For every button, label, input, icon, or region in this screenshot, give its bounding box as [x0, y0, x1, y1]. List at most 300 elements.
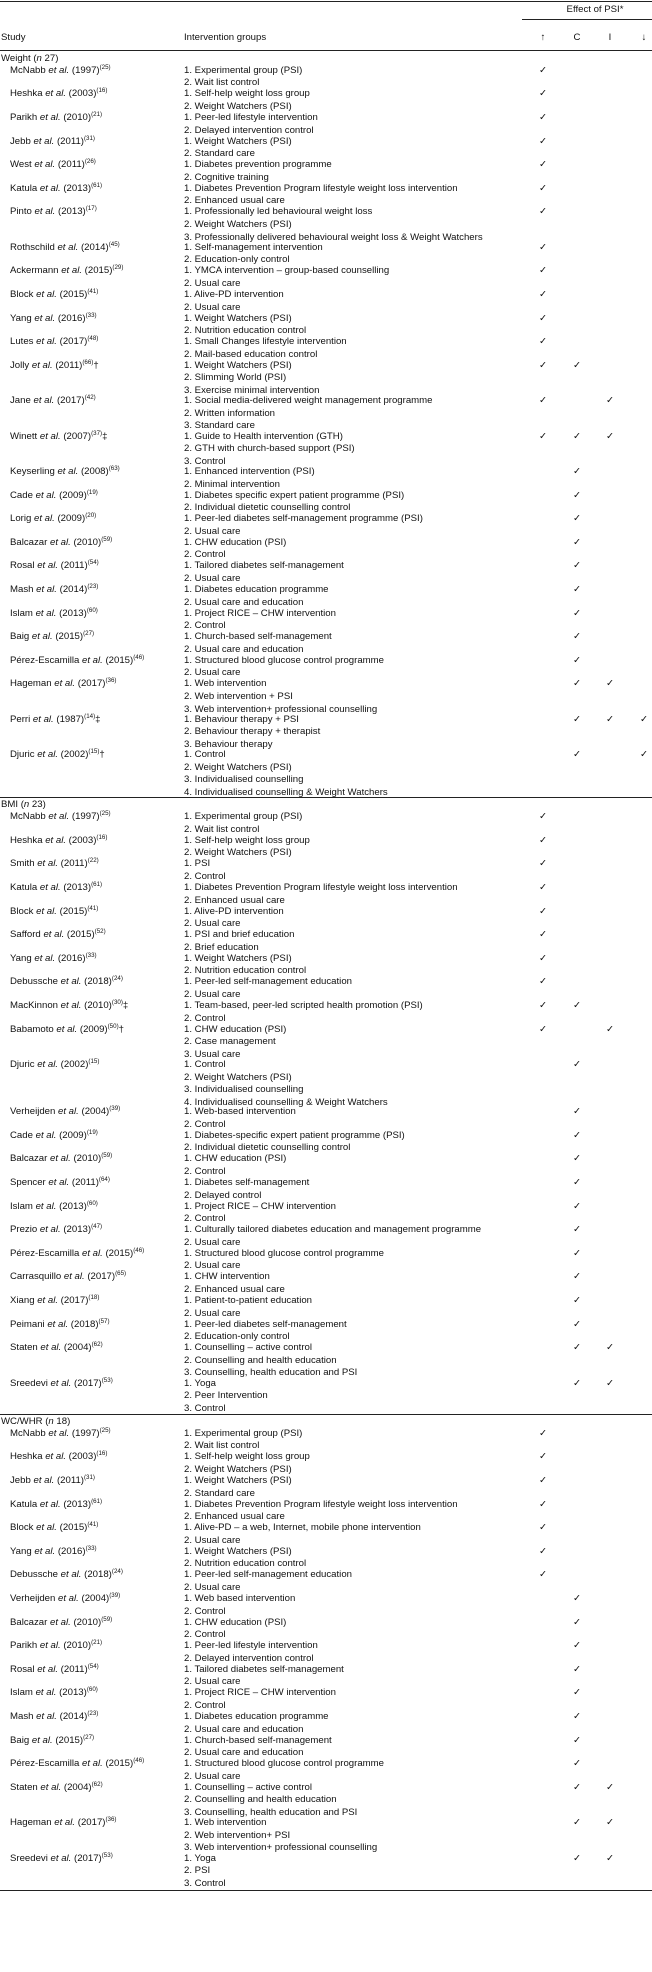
check-icon-control: ✓ [572, 1852, 582, 1864]
intervention-groups [184, 1782, 519, 1820]
intervention-group: 1. Experimental group (PSI) [184, 64, 303, 76]
table-row [0, 1201, 652, 1225]
intervention-group: 1. CHW education (PSI) [184, 1616, 287, 1628]
intervention-group: 2. Weight Watchers (PSI) [184, 761, 292, 773]
study-citation: Parikh et al. $(2010)^{(21)}$ [10, 1639, 103, 1652]
check-icon-control: ✓ [572, 430, 582, 442]
section-heading-wc-whr: WC/WHR (n 18) [1, 1416, 71, 1427]
intervention-groups [184, 1711, 519, 1736]
intervention-group: 1. Alive-PD – a web, Internet, mobile phone intervention [184, 1522, 421, 1534]
reference-number: (25) [99, 63, 111, 71]
intervention-groups [184, 714, 519, 752]
check-icon-intervention: ✓ [605, 1781, 615, 1793]
table-row [0, 655, 652, 679]
intervention-groups [184, 1000, 519, 1025]
reference-number: (24) [111, 1568, 123, 1576]
study-citation: Block et al. $(2015)^{(41)}$ [10, 288, 99, 300]
table-row [0, 1782, 652, 1817]
intervention-group: 2. Control [184, 1118, 226, 1130]
table-row [0, 976, 652, 1000]
table-row [0, 631, 652, 655]
table-row [0, 1569, 652, 1593]
study-citation: McNabb et al. $(1997)^{(25)}$ [10, 810, 111, 823]
intervention-group: 1. Patient-to-patient education [184, 1295, 313, 1306]
study-citation: Parikh et al. $(2010)^{(21)}$ [10, 111, 103, 123]
intervention-groups [184, 313, 519, 338]
table-row [0, 466, 652, 490]
table-row [0, 112, 652, 136]
table-bottom-rule [0, 1890, 652, 1891]
table-row [0, 1248, 652, 1272]
table-row [0, 289, 652, 313]
table-row [0, 1522, 652, 1546]
intervention-group: 1. Peer-led lifestyle intervention [184, 1640, 318, 1652]
intervention-group: 1. Culturally tailored diabetes education and management programme [184, 1224, 482, 1236]
reference-number: (41) [87, 1521, 99, 1529]
intervention-group: 1. Web intervention [184, 1817, 267, 1829]
check-icon-increase: ✓ [538, 1427, 548, 1439]
intervention-group: 3. Usual care [184, 1048, 241, 1060]
intervention-group: 2. Usual care [184, 1770, 241, 1782]
intervention-group: 1. Project RICE – CHW intervention [184, 1200, 336, 1212]
intervention-group: 2. Counselling and health education [184, 1794, 337, 1806]
study-citation: Jolly et al. $(2011)^{(66)}\dagger$ [10, 358, 99, 371]
check-icon-control: ✓ [572, 1177, 582, 1188]
reference-number: (20) [85, 512, 97, 520]
study-citation: Djuric et al. $(2002)^{(15)}$ [10, 1058, 100, 1070]
intervention-groups [184, 159, 519, 184]
table-row [0, 882, 652, 906]
check-icon-increase: ✓ [538, 182, 548, 194]
intervention-group: 2. Control [184, 870, 226, 882]
intervention-group: 2. Written information [184, 407, 275, 419]
intervention-groups [184, 65, 519, 90]
reference-number: (15) [88, 748, 100, 756]
intervention-group: 2. Individual dietetic counselling control [184, 502, 351, 514]
effect-of-psi-header: Effect of PSI* [566, 4, 624, 15]
intervention-group: 1. Web intervention [184, 678, 267, 690]
intervention-group: 2. Weight Watchers (PSI) [184, 100, 292, 112]
intervention-group: 1. Team-based, peer-led scripted health promotion (PSI) [184, 1000, 423, 1011]
check-icon-control: ✓ [572, 1663, 582, 1675]
reference-number: (31) [83, 1474, 95, 1481]
table-row [0, 1378, 652, 1413]
check-icon-control: ✓ [572, 1271, 582, 1283]
intervention-groups [184, 1271, 519, 1296]
intervention-group: 2. Delayed control [184, 1189, 262, 1201]
intervention-group: 3. Control [184, 1877, 226, 1889]
intervention-group: 1. Church-based self-management [184, 631, 332, 643]
intervention-group: 1. CHW education (PSI) [184, 536, 287, 548]
study-citation: Jane et al. $(2017)^{(42)}$ [10, 394, 96, 407]
reference-number: (48) [87, 335, 99, 343]
check-icon-control: ✓ [572, 1153, 582, 1165]
intervention-group: 1. Social media-delivered weight management programme [184, 395, 433, 407]
check-icon-intervention: ✓ [605, 1342, 615, 1354]
table-row [0, 1106, 652, 1130]
table-top-rule [0, 1, 652, 2]
study-citation: Safford et al. $(2015)^{(52)}$ [10, 928, 106, 941]
study-citation: Katula et al. $(2013)^{(61)}$ [10, 1497, 103, 1510]
check-icon-control: ✓ [572, 1377, 582, 1389]
reference-number: (16) [96, 1450, 108, 1458]
table-row [0, 1428, 652, 1452]
intervention-group: 3. Control [184, 455, 226, 467]
intervention-groups [184, 466, 519, 491]
intervention-group: 2. GTH with church-based support (PSI) [184, 443, 355, 455]
intervention-group: 2. PSI [184, 1865, 211, 1877]
reference-number: (50) [107, 1022, 119, 1030]
check-icon-intervention: ✓ [605, 1852, 615, 1864]
reference-number: (16) [96, 833, 108, 841]
intervention-group: 1. Diabetes Prevention Program lifestyle weight loss intervention [184, 1498, 458, 1510]
reference-number: (60) [86, 606, 98, 614]
table-row [0, 183, 652, 207]
intervention-group: 1. Alive-PD intervention [184, 289, 284, 300]
intervention-groups [184, 1378, 519, 1416]
table-row [0, 490, 652, 514]
table-row [0, 1546, 652, 1570]
intervention-column-header: I [608, 32, 612, 43]
table-row [0, 242, 652, 266]
study-citation: McNabb et al. $(1997)^{(25)}$ [10, 63, 111, 76]
check-icon-control: ✓ [572, 1224, 582, 1236]
table-row [0, 1475, 652, 1499]
check-icon-control: ✓ [572, 631, 582, 643]
check-icon-control: ✓ [572, 1000, 582, 1011]
intervention-group: 1. Weight Watchers (PSI) [184, 1475, 292, 1486]
study-citation: Islam et al. $(2013)^{(60)}$ [10, 1199, 98, 1212]
intervention-group: 1. Weight Watchers (PSI) [184, 359, 292, 371]
study-citation: Katula et al. $(2013)^{(61)}$ [10, 181, 103, 194]
check-icon-increase: ✓ [538, 88, 548, 100]
intervention-groups [184, 1735, 519, 1760]
table-row [0, 1295, 652, 1319]
intervention-group: 3. Counselling, health education and PSI [184, 1367, 358, 1379]
check-icon-increase: ✓ [538, 1023, 548, 1035]
reference-number: (60) [86, 1686, 98, 1694]
intervention-groups [184, 1758, 519, 1783]
reference-number: (14) [84, 712, 96, 720]
study-citation: Balcazar et al. $(2010)^{(59)}$ [10, 1615, 113, 1628]
intervention-groups [184, 882, 519, 907]
intervention-group: 1. Counselling – active control [184, 1342, 312, 1354]
intervention-group: 2. Weight Watchers (PSI) [184, 1463, 292, 1475]
reference-number: (47) [91, 1223, 103, 1231]
study-citation: Debussche et al. $(2018)^{(24)}$ [10, 1568, 123, 1581]
intervention-group: 3. Individualised counselling [184, 774, 304, 786]
intervention-group: 2. Control [184, 1165, 226, 1177]
study-citation: Smith et al. $(2011)^{(22)}$ [10, 857, 99, 870]
intervention-group: 3. Web intervention+ professional counselling [184, 1842, 378, 1854]
table-row [0, 835, 652, 859]
reference-number: (23) [87, 583, 99, 590]
check-icon-intervention: ✓ [605, 395, 615, 407]
check-icon-control: ✓ [572, 489, 582, 501]
study-citation: Winett et al. $(2007)^{(37)}\ddagger$ [10, 429, 108, 442]
header-bottom-rule [0, 50, 652, 51]
reference-number: (61) [91, 881, 103, 888]
intervention-group: 1. Diabetes specific expert patient programme (PSI) [184, 489, 405, 501]
check-icon-increase: ✓ [538, 976, 548, 988]
intervention-groups [184, 1106, 519, 1131]
check-icon-control: ✓ [572, 536, 582, 548]
intervention-group: 1. Experimental group (PSI) [184, 1427, 303, 1439]
intervention-group: 3. Web intervention+ professional counselling [184, 703, 378, 715]
reference-number: (41) [87, 288, 99, 295]
intervention-group: 1. Yoga [184, 1377, 217, 1389]
table-row [0, 1735, 652, 1759]
table-row [0, 1711, 652, 1735]
study-citation: Rosal et al. $(2011)^{(54)}$ [10, 559, 99, 572]
check-icon-control: ✓ [572, 1640, 582, 1652]
reference-number: (59) [101, 535, 113, 543]
intervention-group: 1. Diabetes education programme [184, 1711, 329, 1722]
reference-number: (19) [86, 488, 98, 496]
intervention-group: 1. Project RICE – CHW intervention [184, 1687, 336, 1699]
reference-number: (62) [91, 1341, 103, 1349]
intervention-groups [184, 1817, 519, 1855]
reference-number: (54) [87, 1662, 99, 1670]
table-row [0, 336, 652, 360]
intervention-groups [184, 513, 519, 538]
table-row [0, 395, 652, 430]
check-icon-increase: ✓ [538, 64, 548, 76]
intervention-group: 4. Individualised counselling & Weight Watchers [184, 1096, 388, 1108]
intervention-group: 2. Education-only control [184, 254, 290, 266]
intervention-group: 1. Control [184, 749, 226, 761]
section-heading-weight: Weight (n 27) [1, 53, 59, 64]
intervention-groups [184, 560, 519, 585]
table-row [0, 1499, 652, 1523]
study-citation: Carrasquillo et al. $(2017)^{(65)}$ [10, 1270, 127, 1283]
table-row [0, 811, 652, 835]
intervention-groups [184, 1522, 519, 1547]
table-row [0, 1177, 652, 1201]
intervention-group: 1. Peer-led diabetes self-management [184, 1318, 347, 1330]
check-icon-increase: ✓ [538, 1522, 548, 1534]
reference-number: (21) [91, 1639, 103, 1647]
check-icon-increase: ✓ [538, 206, 548, 218]
intervention-group: 2. Mail-based education control [184, 348, 318, 360]
reference-number: (15) [88, 1058, 100, 1065]
footnote-mark: † [99, 749, 105, 761]
check-icon-control: ✓ [572, 1129, 582, 1141]
table-row [0, 206, 652, 241]
table-row [0, 265, 652, 289]
reference-number: (59) [101, 1152, 113, 1160]
intervention-group: 2. Education-only control [184, 1331, 290, 1343]
reference-number: (33) [85, 311, 97, 319]
intervention-group: 1. Weight Watchers (PSI) [184, 312, 292, 324]
check-icon-control: ✓ [572, 1734, 582, 1746]
reference-number: (64) [98, 1176, 110, 1183]
check-icon-control: ✓ [572, 1711, 582, 1722]
footnote-mark: ‡ [95, 713, 101, 725]
intervention-groups [184, 242, 519, 267]
study-citation: Pérez-Escamilla et al. $(2015)^{(46)}$ [10, 1757, 145, 1770]
study-citation: Spencer et al. $(2011)^{(64)}$ [10, 1176, 110, 1188]
intervention-group: 2. Minimal intervention [184, 478, 280, 490]
intervention-groups [184, 906, 519, 931]
study-citation: Keyserling et al. $(2008)^{(63)}$ [10, 465, 120, 477]
intervention-group: 2. Weight Watchers (PSI) [184, 1071, 292, 1083]
intervention-groups [184, 1224, 519, 1249]
reference-number: (39) [109, 1105, 121, 1113]
footnote-mark: ‡ [102, 430, 108, 442]
table-row [0, 560, 652, 584]
intervention-groups [184, 1248, 519, 1273]
reference-number: (54) [87, 559, 99, 567]
control-column-header: C [573, 32, 581, 43]
check-icon-increase: ✓ [538, 112, 548, 123]
study-citation: Peimani et al. $(2018)^{(57)}$ [10, 1317, 110, 1330]
intervention-group: 2. Enhanced usual care [184, 894, 285, 906]
intervention-groups [184, 1546, 519, 1571]
intervention-group: 2. Brief education [184, 941, 259, 953]
table-row [0, 1593, 652, 1617]
intervention-group: 1. Peer-led self-management education [184, 976, 352, 988]
intervention-group: 1. Church-based self-management [184, 1734, 332, 1746]
check-icon-control: ✓ [572, 560, 582, 572]
study-citation: Heshka et al. $(2003)^{(16)}$ [10, 87, 108, 100]
intervention-group: 2. Counselling and health education [184, 1354, 337, 1366]
study-citation: Cade et al. $(2009)^{(19)}$ [10, 1128, 98, 1141]
intervention-group: 2. Usual care [184, 1307, 241, 1319]
intervention-group: 1. Structured blood glucose control programme [184, 1758, 384, 1770]
check-icon-control: ✓ [572, 1106, 582, 1118]
study-citation: Balcazar et al. $(2010)^{(59)}$ [10, 1152, 113, 1165]
check-icon-increase: ✓ [538, 882, 548, 893]
intervention-group: 2. Usual care [184, 525, 241, 537]
check-icon-increase: ✓ [538, 135, 548, 147]
intervention-group: 2. Cognitive training [184, 171, 269, 183]
intervention-groups [184, 289, 519, 314]
section-heading-bmi: BMI (n 23) [1, 799, 46, 811]
decrease-column-header: ↓ [641, 32, 647, 43]
table-row [0, 136, 652, 160]
check-icon-intervention: ✓ [605, 1817, 615, 1829]
reference-number: (46) [133, 1246, 145, 1254]
table-row [0, 1024, 652, 1059]
study-citation: Yang et al. $(2016)^{(33)}$ [10, 1544, 97, 1557]
intervention-group: 1. Self-help weight loss group [184, 1451, 310, 1463]
intervention-group: 2. Delayed intervention control [184, 124, 314, 136]
study-citation: Verheijden et al. $(2004)^{(39)}$ [10, 1105, 121, 1118]
intervention-group: 2. Control [184, 620, 226, 632]
intervention-group: 1. Diabetes-specific expert patient programme (PSI) [184, 1129, 405, 1141]
check-icon-decrease: ✓ [639, 713, 649, 725]
intervention-group: 2. Nutrition education control [184, 965, 307, 977]
intervention-groups [184, 537, 519, 562]
intervention-group: 2. Individual dietetic counselling control [184, 1142, 351, 1154]
intervention-group: 1. Self-help weight loss group [184, 834, 310, 846]
check-icon-control: ✓ [572, 749, 582, 761]
reference-number: (25) [99, 1426, 111, 1434]
intervention-group: 1. Professionally led behavioural weight loss [184, 206, 373, 218]
check-icon-control: ✓ [572, 607, 582, 619]
intervention-group: 1. Weight Watchers (PSI) [184, 952, 292, 964]
table-row [0, 1758, 652, 1782]
check-icon-control: ✓ [572, 584, 582, 595]
intervention-group: 2. Usual care and education [184, 1723, 304, 1735]
reference-number: (33) [85, 1544, 97, 1552]
intervention-groups [184, 395, 519, 433]
intervention-groups [184, 631, 519, 656]
reference-number: (57) [98, 1317, 110, 1325]
study-column-header: Study [1, 32, 26, 43]
study-citation: Block et al. $(2015)^{(41)}$ [10, 1521, 99, 1534]
check-icon-increase: ✓ [538, 289, 548, 300]
table-row [0, 1817, 652, 1852]
reference-number: (46) [133, 653, 145, 661]
intervention-group: 2. Usual care [184, 988, 241, 1000]
table-row [0, 1617, 652, 1641]
intervention-groups [184, 183, 519, 208]
intervention-group: 1. Tailored diabetes self-management [184, 1663, 344, 1675]
check-icon-control: ✓ [572, 513, 582, 525]
intervention-groups [184, 835, 519, 860]
intervention-group: 2. Standard care [184, 148, 255, 160]
intervention-group: 1. Web-based intervention [184, 1106, 296, 1118]
intervention-group: 2. Web intervention+ PSI [184, 1829, 291, 1841]
study-citation: Hageman et al. $(2017)^{(36)}$ [10, 1816, 117, 1829]
check-icon-increase: ✓ [538, 430, 548, 442]
intervention-group: 3. Control [184, 1402, 226, 1414]
reference-number: (29) [112, 264, 124, 272]
table-row [0, 1319, 652, 1343]
increase-column-header: ↑ [540, 32, 546, 43]
study-citation: Hageman et al. $(2017)^{(36)}$ [10, 677, 117, 690]
intervention-group: 1. Self-management intervention [184, 241, 323, 253]
reference-number: (27) [83, 630, 95, 638]
intervention-groups [184, 1024, 519, 1062]
intervention-group: 3. Standard care [184, 420, 255, 432]
table-row [0, 65, 652, 89]
study-citation: Staten et al. $(2004)^{(62)}$ [10, 1341, 103, 1354]
reference-number: (37) [91, 429, 103, 437]
intervention-groups [184, 1295, 519, 1320]
table-row [0, 858, 652, 882]
reference-number: (60) [86, 1199, 98, 1207]
check-icon-increase: ✓ [538, 395, 548, 407]
check-icon-increase: ✓ [538, 929, 548, 941]
intervention-group: 1. Counselling – active control [184, 1781, 312, 1793]
intervention-group: 1. YMCA intervention – group-based counselling [184, 265, 390, 277]
intervention-groups [184, 749, 519, 799]
reference-number: (46) [133, 1757, 145, 1765]
study-citation: Rothschild et al. $(2014)^{(45)}$ [10, 240, 120, 253]
table-row [0, 1451, 652, 1475]
reference-number: (66) [82, 358, 94, 366]
study-citation: Katula et al. $(2013)^{(61)}$ [10, 881, 103, 893]
study-citation: Xiang et al. $(2017)^{(18)}$ [10, 1294, 100, 1306]
footnote-mark: ‡ [122, 1000, 129, 1011]
table-row [0, 953, 652, 977]
intervention-groups [184, 584, 519, 609]
intervention-group: 1. CHW education (PSI) [184, 1023, 287, 1035]
study-citation: Cade et al. $(2009)^{(19)}$ [10, 488, 98, 501]
table-row [0, 1271, 652, 1295]
intervention-group: 1. Alive-PD intervention [184, 905, 284, 917]
table-row [0, 1664, 652, 1688]
section-divider-rule [0, 1414, 652, 1415]
intervention-group: 2. Wait list control [184, 1440, 260, 1452]
check-icon-increase: ✓ [538, 858, 548, 870]
study-citation: MacKinnon et al. $(2010)^{(30)}\ddagger$ [10, 999, 129, 1011]
intervention-group: 3. Professionally delivered behavioural weight loss & Weight Watchers [184, 231, 483, 243]
table-row [0, 537, 652, 561]
